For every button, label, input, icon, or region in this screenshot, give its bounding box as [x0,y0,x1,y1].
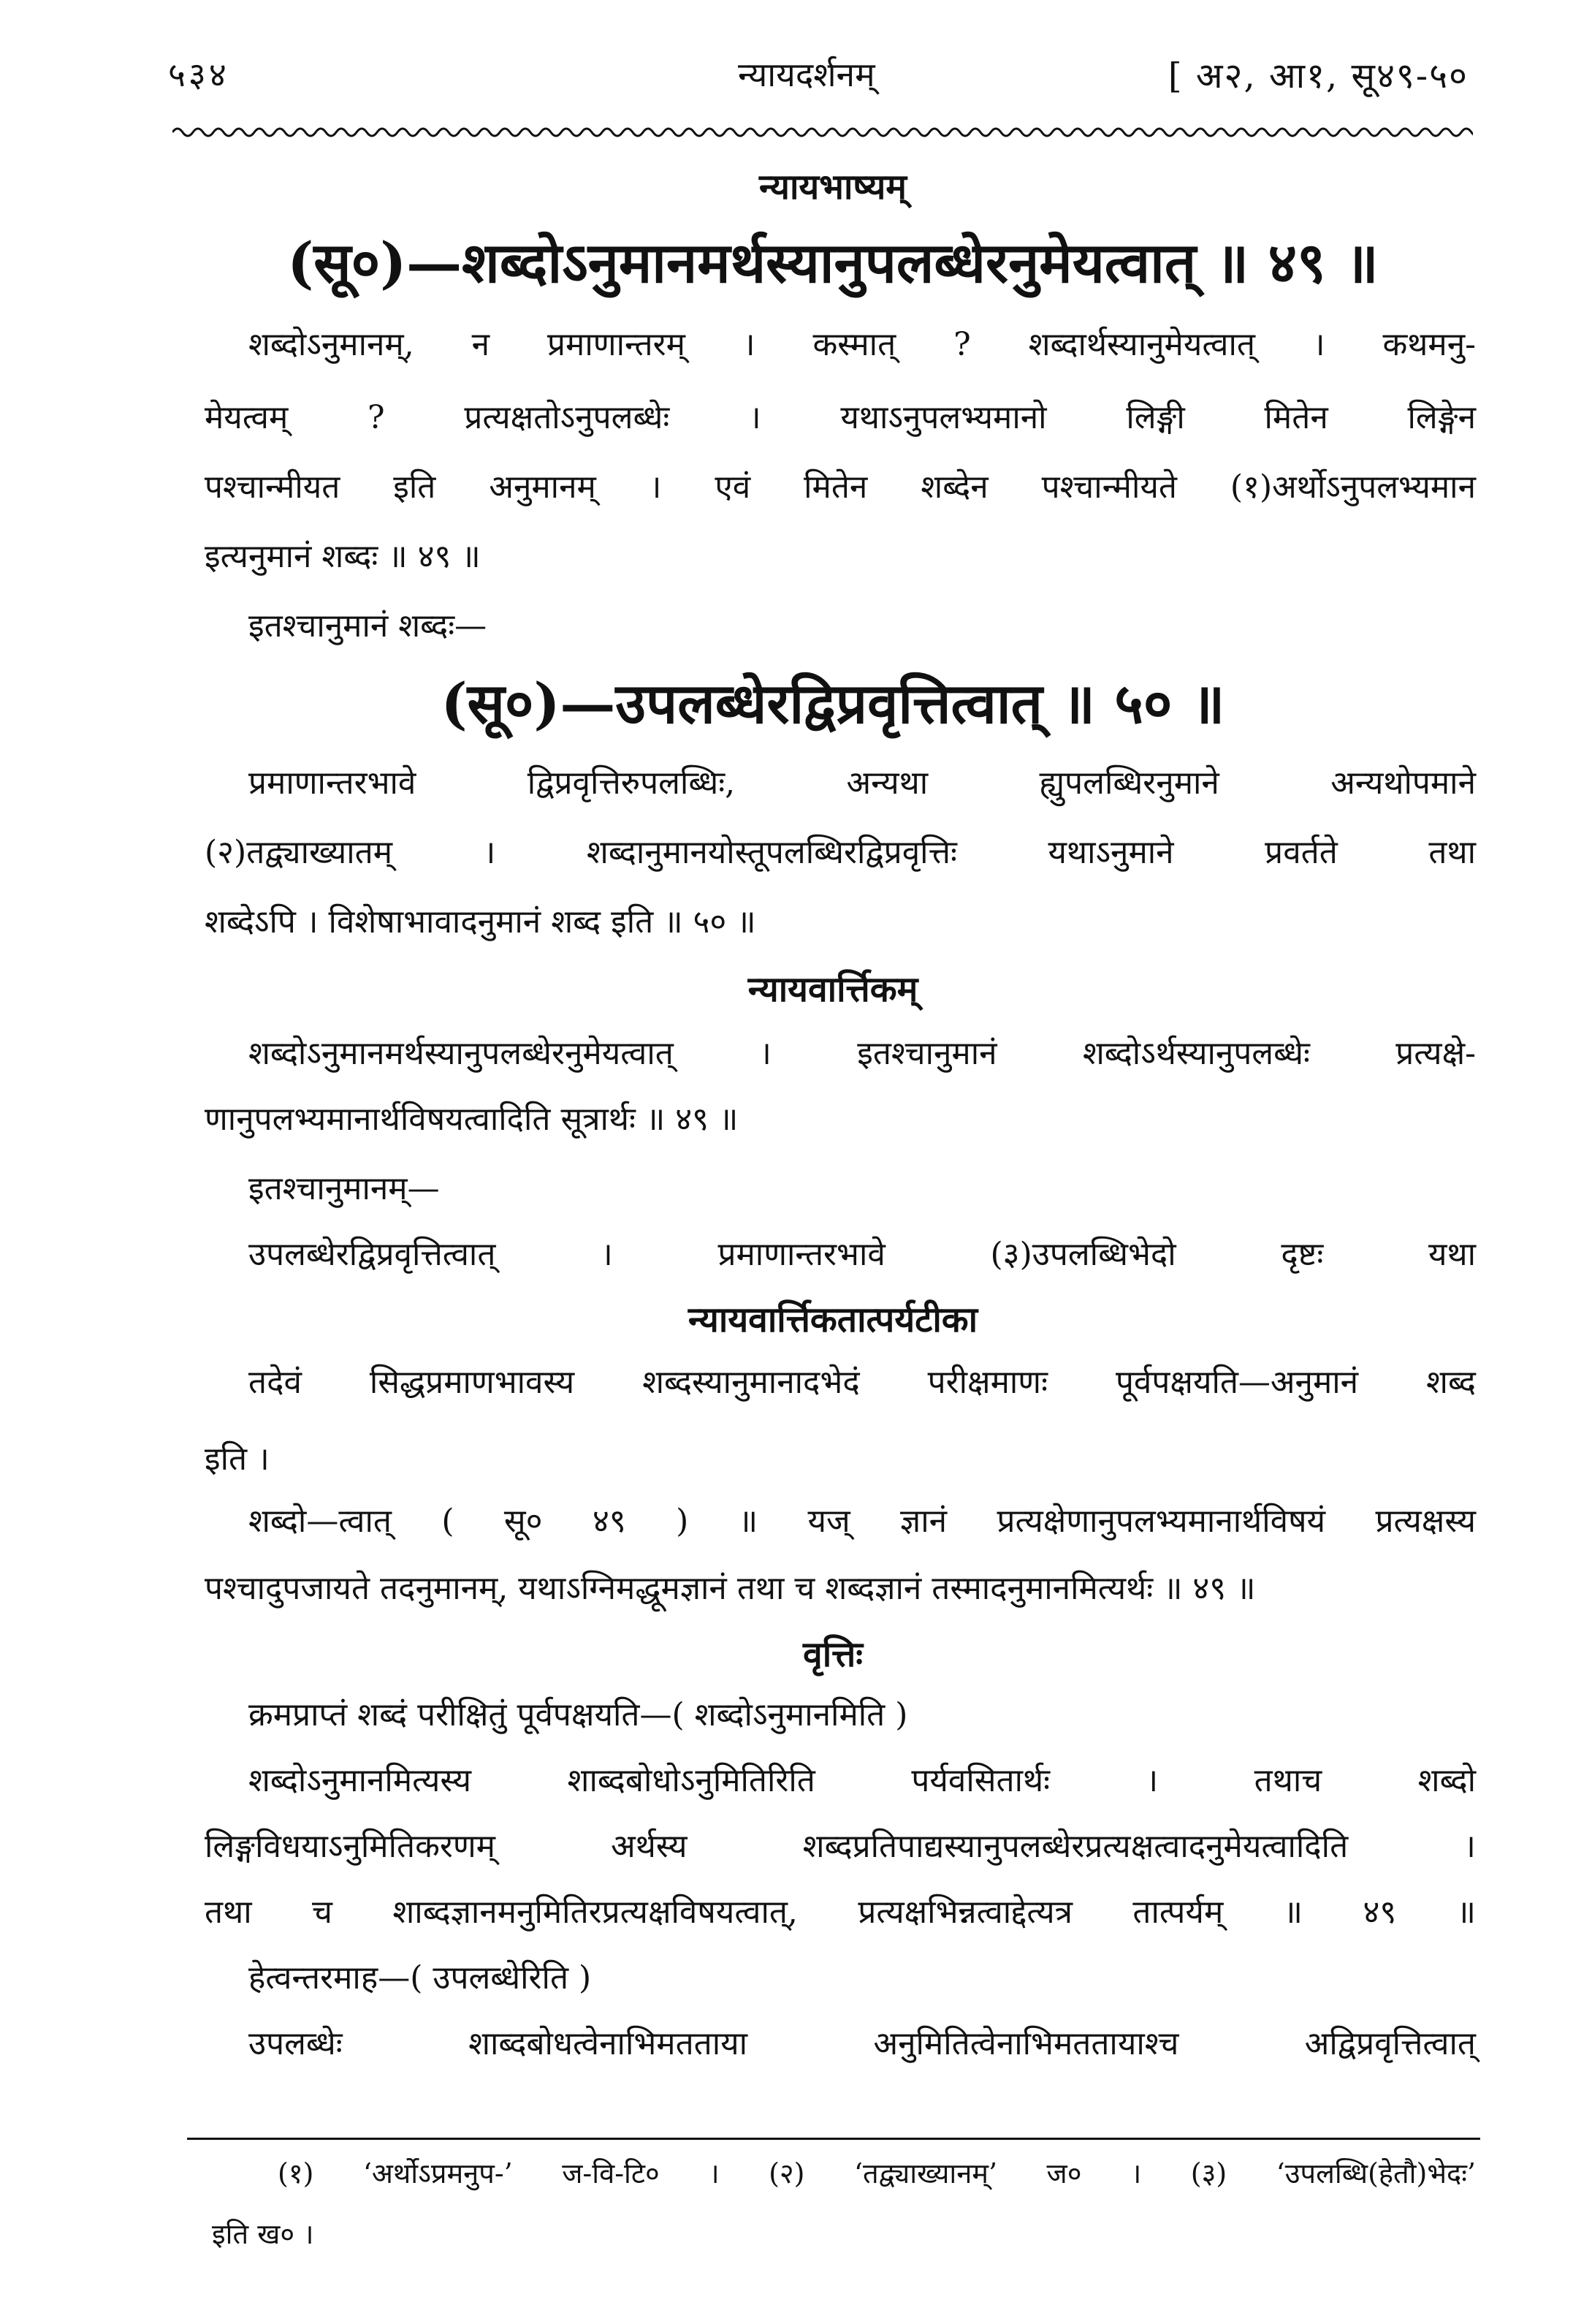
tika-p2-line-1: शब्दो—त्वात् ( सू० ४९ ) ॥ यज् ज्ञानं प्रत्यक्षेणानुपलभ्यमानार्थविषयं प्रत्यक्षस्य [248,1503,1476,1540]
vartika-line-2: णानुपलभ्यमानार्थविषयत्वादिति सूत्रार्थः ॥ ४९ ॥ [205,1101,739,1138]
vritti-p2-line-1: शब्दोऽनुमानमित्यस्य शाब्दबोधोऽनुमितिरिति पर्यवसितार्थः । तथाच शब्दो [248,1762,1476,1799]
bhashya-heading: न्यायभाष्यम् [758,167,907,208]
sutra-49: (सू०)—शब्दोऽनुमानमर्थस्यानुपलब्धेरनुमेयत्वात् ॥ ४९ ॥ [287,230,1379,295]
vartika-intro-50: इतश्चानुमानम्— [248,1170,440,1207]
chapter-reference: [ अ२, आ१, सू४९-५० [1168,56,1469,96]
vartika-line-3: उपलब्धेरद्विप्रवृत्तित्वात् । प्रमाणान्तरभावे (३)उपलब्धिभेदो दृष्टः यथा [248,1236,1476,1273]
tika-line-1: तदेवं सिद्धप्रमाणभावस्य शब्दस्यानुमानादभेदं परीक्षमाणः पूर्वपक्षयति—अनुमानं शब्द [248,1364,1476,1401]
vritti-heading: वृत्तिः [803,1634,863,1675]
vritti-line-last: उपलब्धेः शाब्दबोधत्वेनाभिमतताया अनुमितित्वेनाभिमततायाश्च अद्विप्रवृत्तित्वात् [248,2025,1476,2062]
bhashya-intro-50: इतश्चानुमानं शब्दः— [248,607,487,645]
running-title: न्यायदर्शनम् [738,55,875,94]
vritti-p2-line-2: लिङ्गविधयाऽनुमितिकरणम् अर्थस्य शब्दप्रतिपाद्यस्यानुपलब्धेरप्रत्यक्षत्वादनुमेयत्वादिति । [205,1828,1476,1865]
bhashya-p3-line-2: (२)तद्व्याख्यातम् । शब्दानुमानयोस्तूपलब्धिरद्विप्रवृत्तिः यथाऽनुमाने प्रवर्तते तथा [205,834,1476,871]
vritti-line-hetu: हेत्वन्तरमाह—( उपलब्धेरिति ) [248,1959,592,1997]
vritti-line-1: क्रमप्राप्तं शब्दं परीक्षितुं पूर्वपक्षयति—( शब्दोऽनुमानमिति ) [248,1696,908,1733]
footnote-rule [187,2138,1480,2140]
vritti-p2-line-3: तथा च शाब्दज्ञानमनुमितिरप्रत्यक्षविषयत्वात्, प्रत्यक्षभिन्नत्वाद्देत्यत्र तात्पर्यम् ॥ ४९ ॥ [205,1894,1476,1931]
page-number: ५३४ [168,55,229,94]
sutra-50: (सू०)—उपलब्धेरद्विप्रवृत्तित्वात् ॥ ५० ॥ [441,671,1225,736]
vartika-heading: न्यायवार्त्तिकम् [747,969,918,1010]
footnote-line-1: (१) ‘अर्थोऽप्रमनुप-’ ज-वि-टि० । (२) ‘तद्व्याख्यानम्’ ज० । (३) ‘उपलब्धि(हेतौ)भेदः’ [278,2157,1476,2190]
bhashya-p3-line-1: प्रमाणान्तरभावे द्विप्रवृत्तिरुपलब्धिः, अन्यथा ह्युपलब्धिरनुमाने अन्यथोपमाने [248,764,1476,802]
header-wavy-rule [172,123,1473,142]
tika-line-2: इति । [205,1440,270,1478]
bhashya-line-4: इत्यनुमानं शब्दः ॥ ४९ ॥ [205,538,481,575]
tika-heading: न्यायवार्त्तिकतात्पर्यटीका [688,1299,978,1340]
bhashya-line-1: शब्दोऽनुमानम्, न प्रमाणान्तरम् । कस्मात् ? शब्दार्थस्यानुमेयत्वात् । कथमनु- [248,326,1476,363]
bhashya-line-2: मेयत्वम् ? प्रत्यक्षतोऽनुपलब्धेः । यथाऽनुपलभ्यमानो लिङ्गी मितेन लिङ्गेन [205,399,1476,436]
footnote-line-2: इति ख० । [212,2218,314,2250]
bhashya-p3-line-3: शब्देऽपि । विशेषाभावादनुमानं शब्द इति ॥ ५० ॥ [205,903,756,941]
tika-p2-line-2: पश्चादुपजायते तदनुमानम्, यथाऽग्निमद्धूमज्ञानं तथा च शब्दज्ञानं तस्मादनुमानमित्यर्थः ॥ ४९ ॥ [205,1570,1256,1607]
page-header [168,51,1469,117]
vartika-line-1: शब्दोऽनुमानमर्थस्यानुपलब्धेरनुमेयत्वात् । इतश्चानुमानं शब्दोऽर्थस्यानुपलब्धेः प्रत्यक्षे- [248,1035,1476,1072]
bhashya-line-3: पश्चान्मीयत इति अनुमानम् । एवं मितेन शब्देन पश्चान्मीयते (१)अर्थोऽनुपलभ्यमान [205,468,1476,506]
